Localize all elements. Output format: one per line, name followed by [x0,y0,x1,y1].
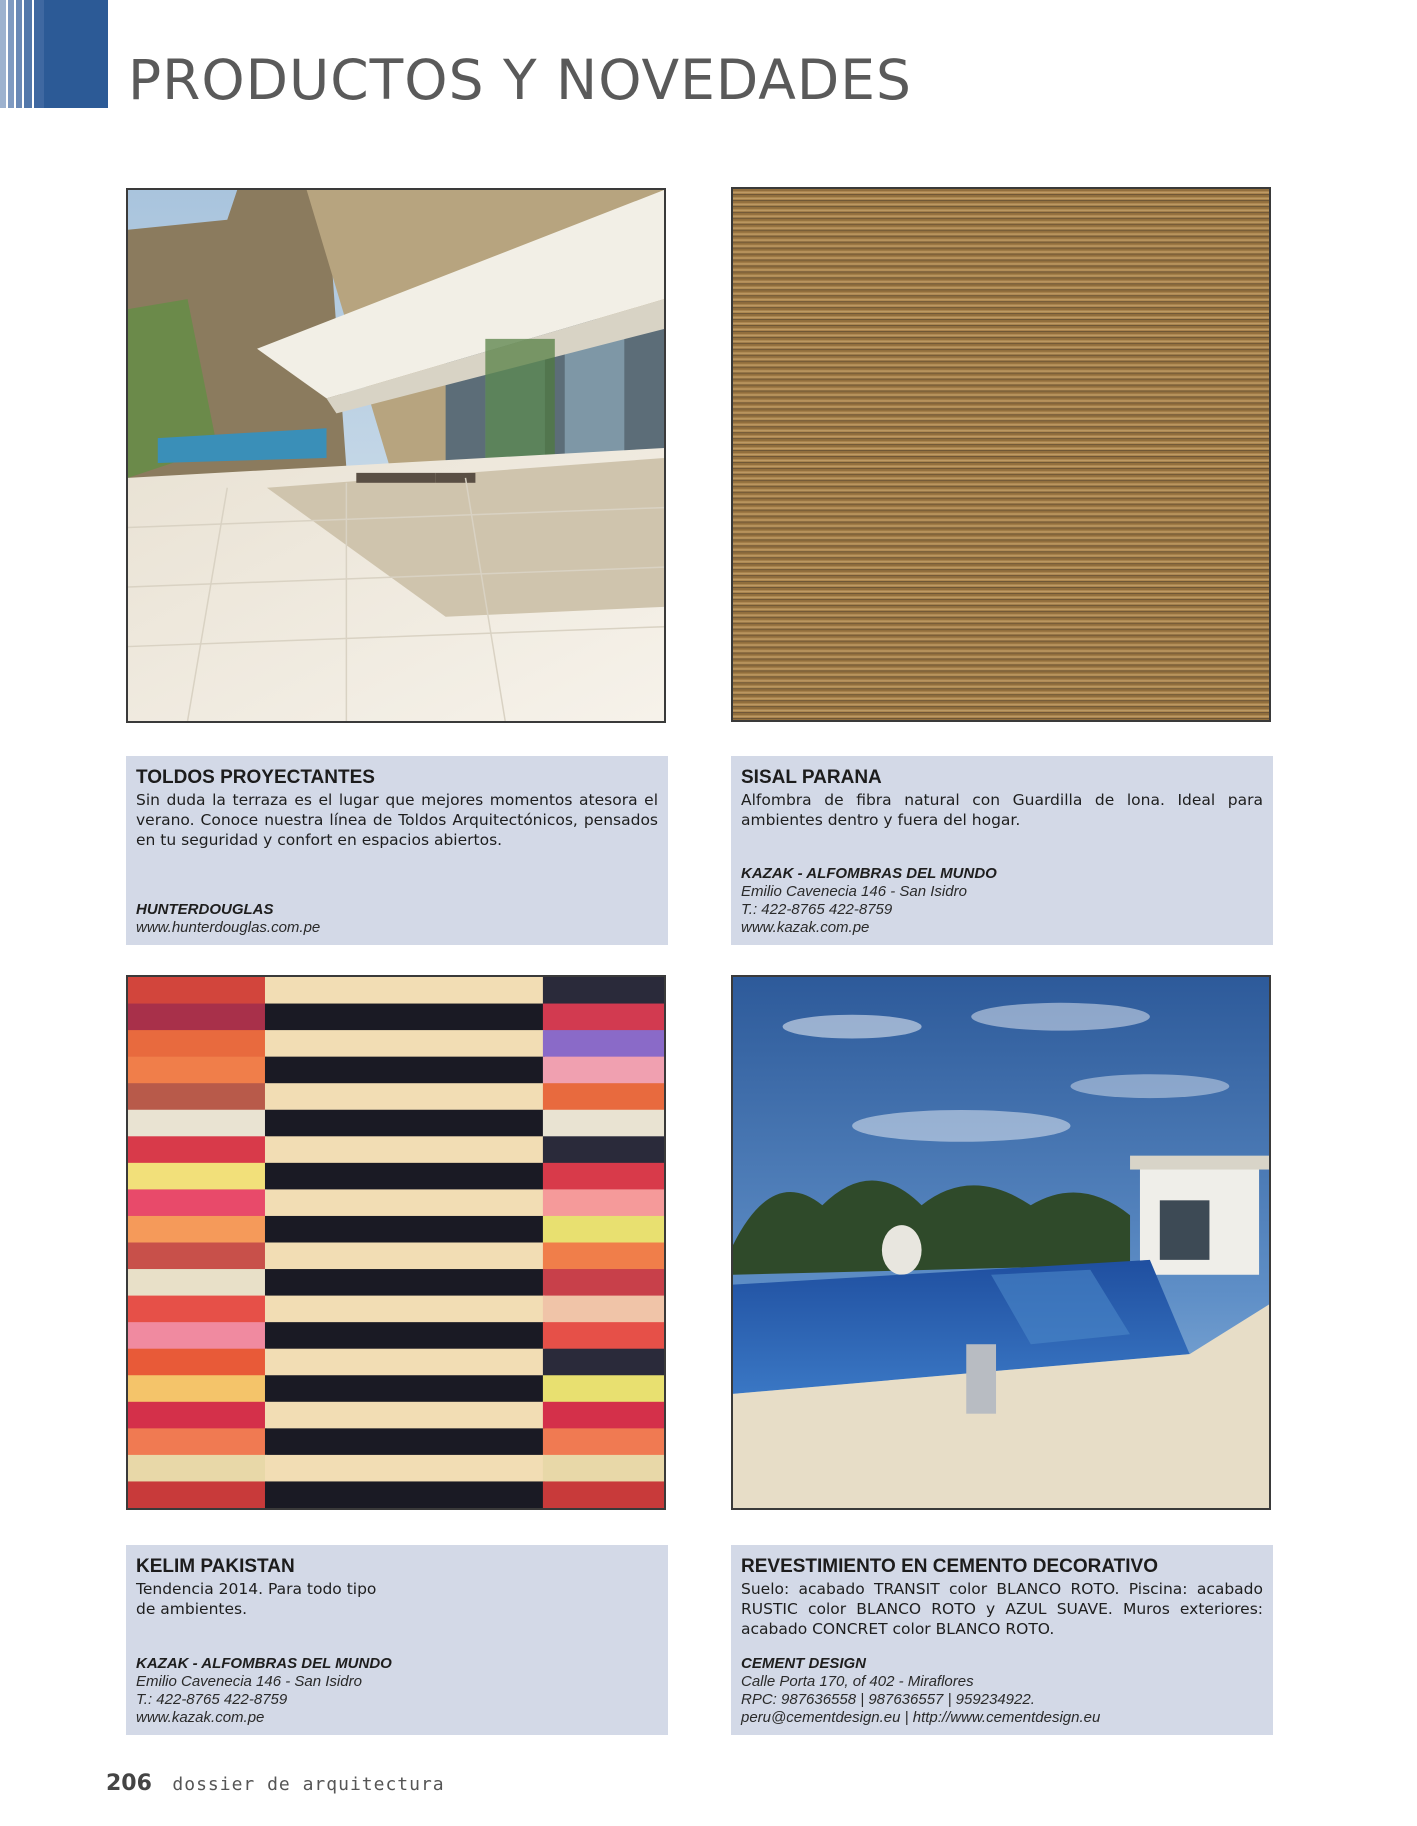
company-block [741,1655,1263,1727]
header-color-band [0,0,108,108]
company-name: KAZAK - ALFOMBRAS DEL MUNDO [741,865,997,882]
company-address: Emilio Cavenecia 146 - San Isidro [741,883,967,900]
product-description: Alfombra de fibra natural con Guardilla de lona. Ideal para ambientes dentro y fuera del hogar. [741,791,1263,829]
product-info-sisal [731,756,1273,945]
product-info-toldos [126,756,668,945]
company-email-website[interactable]: peru@cementdesign.eu | http://www.cementdesign.eu [741,1709,1101,1726]
company-phone: RPC: 987636558 | 987636557 | 959234922. [741,1691,1035,1708]
company-phone: T.: 422-8765 422-8759 [741,901,893,918]
company-block [741,865,1263,937]
product-title: SISAL PARANA [741,767,882,788]
product-description: Sin duda la terraza es el lugar que mejores momentos atesora el verano. Conoce nuestra línea de Toldos Arquitectónicos, pensados en tu seguridad y confort en espacios abiertos. [136,791,658,849]
product-info-cemento [731,1545,1273,1735]
company-name: CEMENT DESIGN [741,1655,867,1672]
company-name: HUNTERDOUGLAS [136,901,274,918]
product-title: KELIM PAKISTAN [136,1556,295,1577]
product-title: TOLDOS PROYECTANTES [136,767,375,788]
magazine-name: dossier de arquitectura [172,1774,445,1795]
company-phone: T.: 422-8765 422-8759 [136,1691,288,1708]
company-website[interactable]: www.kazak.com.pe [741,919,870,936]
pool-cement-photo [731,975,1271,1510]
product-title: REVESTIMIENTO EN CEMENTO DECORATIVO [741,1556,1158,1577]
terrace-awning-photo [126,188,666,723]
kelim-rug-photo [126,975,666,1510]
product-description: Tendencia 2014. Para todo tipo de ambientes. [136,1580,377,1618]
sisal-rug-photo [731,187,1271,722]
company-block [136,901,658,937]
page-footer [106,1771,445,1796]
page-title: PRODUCTOS Y NOVEDADES [128,48,912,112]
company-block [136,1655,658,1727]
company-address: Calle Porta 170, of 402 - Miraflores [741,1673,974,1690]
page-number: 206 [106,1771,152,1796]
product-description: Suelo: acabado TRANSIT color BLANCO ROTO. Piscina: acabado RUSTIC color BLANCO ROTO y AZUL SUAVE. Muros exteriores: acabado CONCRET color BLANCO ROTO. [741,1580,1263,1638]
company-website[interactable]: www.hunterdouglas.com.pe [136,919,321,936]
product-info-kelim [126,1545,668,1735]
company-name: KAZAK - ALFOMBRAS DEL MUNDO [136,1655,392,1672]
company-address: Emilio Cavenecia 146 - San Isidro [136,1673,362,1690]
company-website[interactable]: www.kazak.com.pe [136,1709,265,1726]
